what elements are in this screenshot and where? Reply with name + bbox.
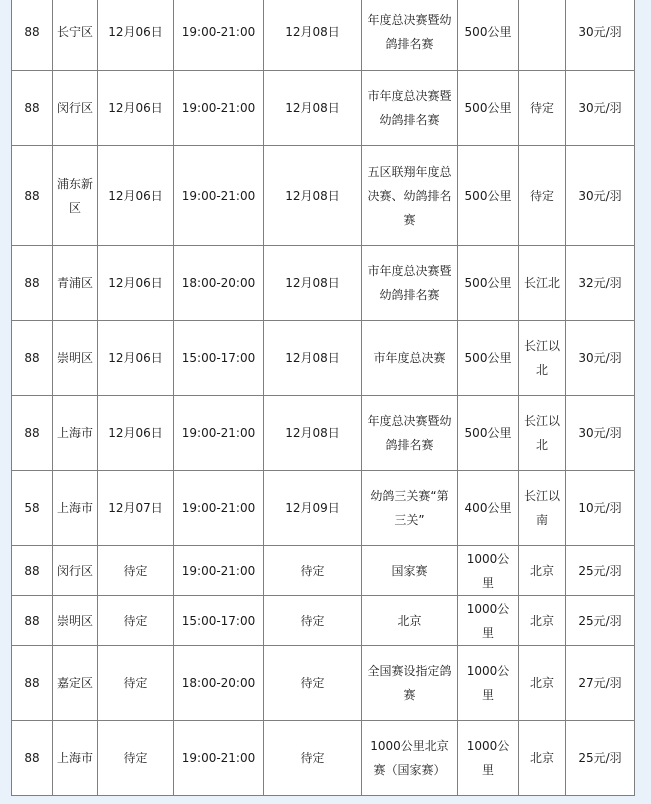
cell-number: 88	[12, 396, 53, 471]
cell-time: 19:00-21:00	[174, 146, 264, 246]
cell-number: 88	[12, 721, 53, 796]
cell-fee: 32元/羽	[566, 246, 635, 321]
cell-location: 北京	[519, 546, 566, 596]
cell-area: 浦东新区	[53, 146, 98, 246]
cell-location: 北京	[519, 646, 566, 721]
cell-release-date: 待定	[264, 721, 362, 796]
cell-distance: 500公里	[458, 146, 519, 246]
cell-location: 待定	[519, 71, 566, 146]
cell-area: 闵行区	[53, 71, 98, 146]
cell-distance: 1000公里	[458, 646, 519, 721]
table-row	[12, 596, 635, 646]
cell-fee: 30元/羽	[566, 321, 635, 396]
cell-fee: 10元/羽	[566, 471, 635, 546]
table-row	[12, 396, 635, 471]
cell-fee: 30元/羽	[566, 396, 635, 471]
cell-time: 19:00-21:00	[174, 0, 264, 71]
cell-area: 嘉定区	[53, 646, 98, 721]
cell-race-name: 北京	[362, 596, 458, 646]
cell-date: 12月06日	[98, 0, 174, 71]
race-schedule-table	[11, 0, 635, 796]
cell-time: 19:00-21:00	[174, 546, 264, 596]
cell-number: 88	[12, 321, 53, 396]
cell-location: 北京	[519, 596, 566, 646]
cell-distance: 1000公里	[458, 546, 519, 596]
table-row	[12, 246, 635, 321]
cell-fee: 30元/羽	[566, 71, 635, 146]
cell-release-date: 待定	[264, 596, 362, 646]
cell-time: 19:00-21:00	[174, 71, 264, 146]
cell-race-name: 1000公里北京赛（国家赛）	[362, 721, 458, 796]
cell-distance: 500公里	[458, 396, 519, 471]
cell-fee: 27元/羽	[566, 646, 635, 721]
cell-date: 12月06日	[98, 396, 174, 471]
cell-date: 12月06日	[98, 246, 174, 321]
cell-location: 长江以南	[519, 471, 566, 546]
cell-release-date: 12月08日	[264, 146, 362, 246]
cell-release-date: 12月08日	[264, 246, 362, 321]
cell-number: 88	[12, 0, 53, 71]
cell-distance: 500公里	[458, 321, 519, 396]
cell-number: 88	[12, 246, 53, 321]
cell-distance: 1000公里	[458, 596, 519, 646]
cell-distance: 500公里	[458, 71, 519, 146]
cell-fee: 30元/羽	[566, 0, 635, 71]
cell-time: 18:00-20:00	[174, 646, 264, 721]
cell-area: 崇明区	[53, 596, 98, 646]
cell-fee: 30元/羽	[566, 146, 635, 246]
cell-date: 12月07日	[98, 471, 174, 546]
cell-time: 18:00-20:00	[174, 246, 264, 321]
cell-number: 88	[12, 146, 53, 246]
cell-area: 崇明区	[53, 321, 98, 396]
cell-race-name: 国家赛	[362, 546, 458, 596]
cell-release-date: 12月08日	[264, 396, 362, 471]
table-row	[12, 146, 635, 246]
cell-race-name: 五区联翔年度总决赛、幼鸽排名赛	[362, 146, 458, 246]
cell-area: 上海市	[53, 721, 98, 796]
cell-date: 12月06日	[98, 321, 174, 396]
cell-race-name: 市年度总决赛	[362, 321, 458, 396]
cell-distance: 500公里	[458, 246, 519, 321]
cell-release-date: 12月09日	[264, 471, 362, 546]
cell-fee: 25元/羽	[566, 546, 635, 596]
cell-area: 闵行区	[53, 546, 98, 596]
cell-location: 待定	[519, 146, 566, 246]
cell-location: 长江北	[519, 246, 566, 321]
cell-race-name: 市年度总决赛暨幼鸽排名赛	[362, 246, 458, 321]
cell-time: 19:00-21:00	[174, 721, 264, 796]
cell-number: 88	[12, 71, 53, 146]
cell-release-date: 12月08日	[264, 71, 362, 146]
cell-area: 上海市	[53, 396, 98, 471]
cell-date: 待定	[98, 721, 174, 796]
cell-area: 上海市	[53, 471, 98, 546]
cell-race-name: 年度总决赛暨幼鸽排名赛	[362, 0, 458, 71]
cell-distance: 1000公里	[458, 721, 519, 796]
cell-fee: 25元/羽	[566, 721, 635, 796]
cell-location: 长江以北	[519, 321, 566, 396]
cell-distance: 400公里	[458, 471, 519, 546]
table-row	[12, 471, 635, 546]
cell-date: 12月06日	[98, 71, 174, 146]
table-row	[12, 321, 635, 396]
cell-location: 北京	[519, 721, 566, 796]
cell-release-date: 待定	[264, 546, 362, 596]
cell-distance: 500公里	[458, 0, 519, 71]
cell-date: 待定	[98, 646, 174, 721]
cell-race-name: 幼鸽三关赛“第三关”	[362, 471, 458, 546]
cell-time: 15:00-17:00	[174, 321, 264, 396]
cell-race-name: 年度总决赛暨幼鸽排名赛	[362, 396, 458, 471]
cell-number: 88	[12, 646, 53, 721]
cell-race-name: 市年度总决赛暨幼鸽排名赛	[362, 71, 458, 146]
cell-number: 88	[12, 546, 53, 596]
cell-date: 待定	[98, 596, 174, 646]
table-row	[12, 646, 635, 721]
cell-date: 12月06日	[98, 146, 174, 246]
cell-area: 青浦区	[53, 246, 98, 321]
table-row	[12, 546, 635, 596]
cell-area: 长宁区	[53, 0, 98, 71]
cell-number: 58	[12, 471, 53, 546]
cell-number: 88	[12, 596, 53, 646]
cell-release-date: 待定	[264, 646, 362, 721]
table-row	[12, 721, 635, 796]
table-row	[12, 71, 635, 146]
cell-release-date: 12月08日	[264, 0, 362, 71]
cell-race-name: 全国赛设指定鸽赛	[362, 646, 458, 721]
cell-time: 15:00-17:00	[174, 596, 264, 646]
cell-time: 19:00-21:00	[174, 471, 264, 546]
cell-time: 19:00-21:00	[174, 396, 264, 471]
cell-fee: 25元/羽	[566, 596, 635, 646]
cell-location: 长江以北	[519, 396, 566, 471]
cell-release-date: 12月08日	[264, 321, 362, 396]
cell-location	[519, 0, 566, 71]
cell-date: 待定	[98, 546, 174, 596]
table-row	[12, 0, 635, 71]
